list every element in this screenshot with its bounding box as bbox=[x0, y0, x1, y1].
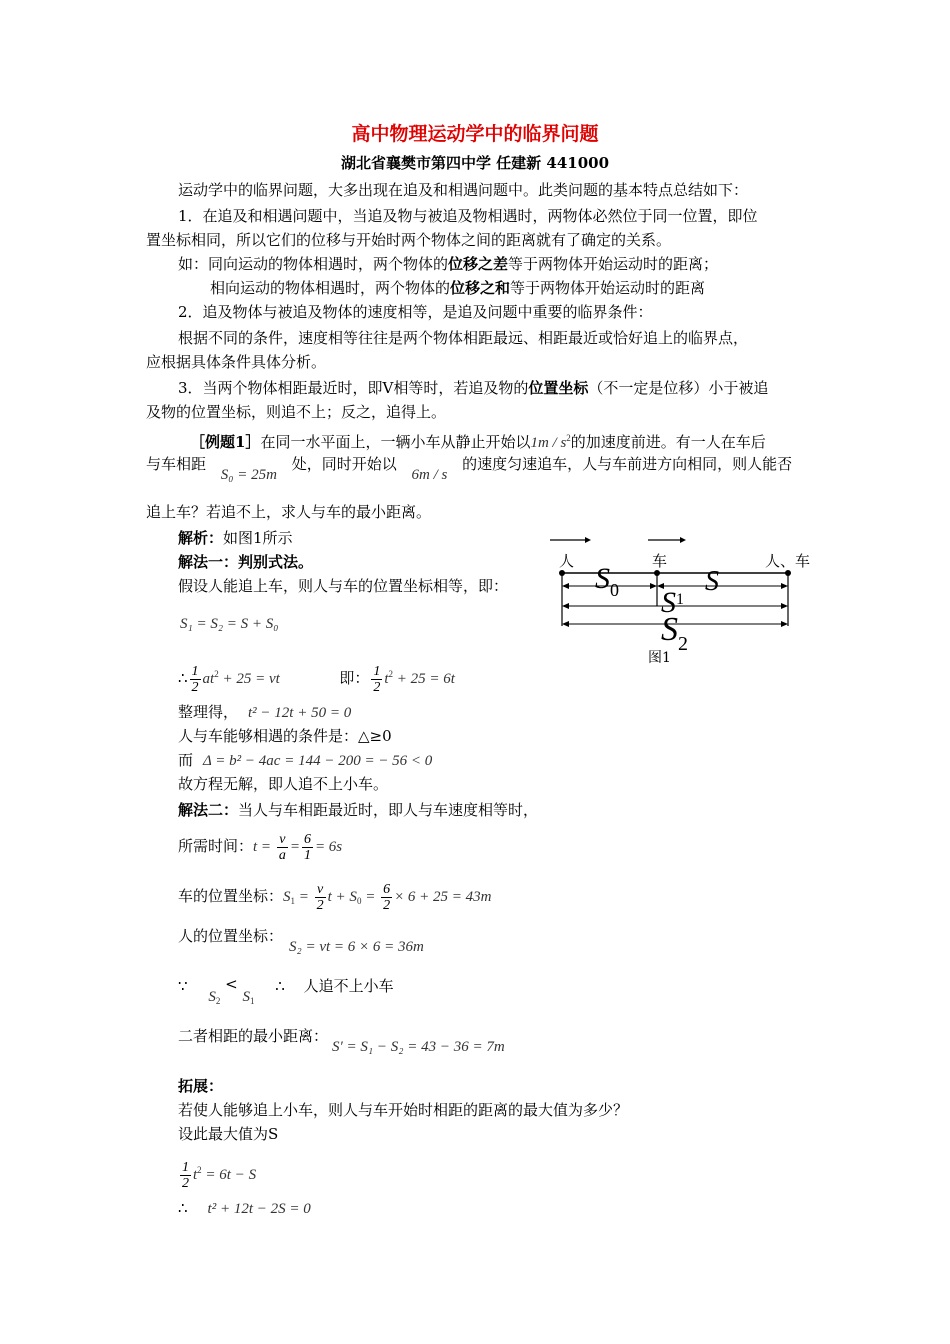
point-2-line-1: 根据不同的条件，速度相等往往是两个物体相距最远、相距最近或恰好追上的临界点， bbox=[178, 329, 749, 347]
equation-3: t² − 12t + 50 = 0 bbox=[248, 705, 352, 721]
extension-question: 若使人能够追上小车，则人与车开始时相距的距离的最大值为多少？ bbox=[178, 1101, 629, 1119]
time-line: 所需时间：t = $\frac{v}{a}$ = $\frac{6}{1}$ = 6s bbox=[178, 831, 343, 863]
example-line-1 bbox=[190, 428, 766, 453]
initial-distance: S₀ = 25m bbox=[220, 467, 277, 483]
text: 车的位置坐标： bbox=[178, 887, 284, 905]
analysis-label: 解析： bbox=[178, 529, 224, 547]
text: 3．当两个物体相距最近时，即V相等时，若追及物的 bbox=[178, 379, 529, 397]
text: 如：同向运动的物体相遇时，两个物体的 bbox=[178, 255, 449, 273]
equation-1: S₁ = S₂ = S + S₀ bbox=[180, 616, 279, 632]
s0-label: $S_0$ bbox=[595, 562, 619, 600]
equation-2: ∴ $\frac{1}{2}$ $at^2 + 25$ = vt 即： $\frac{1}{2}$ $t^2 + 25 = 6t$ bbox=[178, 663, 455, 695]
car-label: 车 bbox=[652, 552, 668, 570]
point-3-line-2: 及物的位置坐标，则追不上；反之，追得上。 bbox=[146, 403, 447, 421]
point-2: 2．追及物体与被追及物体的速度相等，是追及问题中重要的临界条件： bbox=[178, 303, 653, 321]
extension-equation-2-line bbox=[178, 1198, 311, 1219]
figure-1-diagram bbox=[545, 528, 825, 668]
therefore-symbol: ∴ bbox=[178, 669, 188, 687]
page-title: 高中物理运动学中的临界问题 bbox=[351, 123, 599, 145]
discriminant-line bbox=[178, 750, 432, 771]
text: 处，同时开始以 bbox=[291, 455, 397, 473]
equation-4: Δ = b² − 4ac = 144 − 200 = − 56 < 0 bbox=[203, 753, 433, 769]
min-distance-line bbox=[178, 1026, 505, 1055]
text: 即： bbox=[339, 669, 370, 687]
conclusion: 人追不上小车 bbox=[303, 977, 394, 995]
point-2-line-2: 应根据具体条件具体分析。 bbox=[146, 353, 327, 371]
person-label: 人 bbox=[559, 552, 575, 570]
text: 二者相距的最小距离： bbox=[178, 1027, 329, 1045]
extension-label: 拓展： bbox=[178, 1077, 224, 1095]
s-label: S bbox=[705, 566, 719, 597]
car-start-point bbox=[654, 570, 660, 576]
comparison-line: ∵ $S_2 < S_1$ ∴ 人追不上小车 bbox=[178, 975, 394, 1006]
car-velocity-arrow bbox=[648, 537, 686, 543]
ext-equation-tail: = 6t − S bbox=[205, 1167, 257, 1183]
figure-caption: 图1 bbox=[648, 650, 671, 666]
method-2-label: 解法二： bbox=[178, 801, 239, 819]
text: 如图1所示 bbox=[223, 529, 293, 547]
text: 的加速度前进。有一人在车后 bbox=[570, 433, 766, 451]
meeting-condition: 人与车能够相遇的条件是：△≥0 bbox=[178, 727, 392, 745]
analysis bbox=[178, 528, 293, 548]
point-1-line-1: 1．在追及和相遇问题中，当追及物与被追及物相遇时，两物体必然位于同一位置，即位 bbox=[178, 207, 758, 225]
bold-term: 位移之和 bbox=[450, 279, 511, 297]
text: 等于两物体开始运动时的距离； bbox=[508, 255, 719, 273]
min-distance-equation: S′ = S₁ − S₂ = 43 − 36 = 7m bbox=[332, 1039, 505, 1055]
bold-term: 位移之差 bbox=[448, 255, 509, 273]
speed-value: 6m / s bbox=[411, 467, 448, 483]
method-1-label: 解法一：判别式法。 bbox=[178, 553, 314, 571]
extension-setup: 设此最大值为S bbox=[178, 1125, 279, 1143]
example-line-3: 追上车？若追不上，求人与车的最小距离。 bbox=[146, 503, 432, 521]
extension-equation-1: $\frac{1}{2}$ $t^2 = 6t - S$ bbox=[182, 1159, 257, 1191]
text: 相向运动的物体相遇时，两个物体的 bbox=[210, 279, 451, 297]
text: 在同一水平面上，一辆小车从静止开始以 bbox=[260, 433, 531, 451]
byline: 湖北省襄樊市第四中学 任建新 441000 bbox=[340, 154, 610, 172]
intro-paragraph: 运动学中的临界问题，大多出现在追及和相遇问题中。此类问题的基本特点总结如下： bbox=[178, 181, 749, 199]
text: 与车相距 bbox=[146, 455, 207, 473]
example-opposite-direction bbox=[210, 278, 705, 298]
equation-3-line bbox=[178, 702, 351, 723]
therefore-symbol: ∴ bbox=[275, 977, 285, 995]
acceleration-value: $1m / s^2$ bbox=[530, 433, 571, 451]
because-symbol: ∵ bbox=[178, 977, 188, 995]
car-equation-tail: × 6 + 25 = 43m bbox=[394, 889, 492, 905]
therefore-symbol: ∴ bbox=[178, 1199, 188, 1217]
person-position-line bbox=[178, 926, 424, 955]
text: 的速度匀速追车，人与车前进方向相同，则人能否 bbox=[462, 455, 793, 473]
no-solution: 故方程无解，即人追不上小车。 bbox=[178, 775, 389, 793]
text: 当人与车相距最近时，即人与车速度相等时， bbox=[238, 801, 539, 819]
point-1-line-2: 置坐标相同，所以它们的位移与开始时两个物体之间的距离就有了确定的关系。 bbox=[146, 231, 672, 249]
example-line-2 bbox=[146, 454, 793, 483]
s2-label: $S_2$ bbox=[661, 611, 688, 655]
text: 整理得， bbox=[178, 703, 239, 721]
person-equation: S₂ = vt = 6 × 6 = 36m bbox=[289, 939, 424, 955]
person-velocity-arrow bbox=[550, 537, 591, 543]
point-3-line-1 bbox=[178, 378, 768, 398]
text: 人的位置坐标： bbox=[178, 927, 284, 945]
text: 等于两物体开始运动时的距离 bbox=[510, 279, 706, 297]
text: 所需时间： bbox=[178, 837, 254, 855]
example-tag: ［例题1］ bbox=[190, 433, 261, 451]
car-position-line: 车的位置坐标：$S_1$ = $\frac{v}{2}$ $t + S_0$ = $\frac{6}{2}$ × 6 + 25 = 43m bbox=[178, 881, 492, 913]
person-start-point bbox=[559, 570, 565, 576]
s-dimension bbox=[657, 583, 788, 589]
person-car-label: 人、车 bbox=[765, 552, 811, 570]
meeting-point bbox=[785, 570, 791, 576]
text: （不一定是位移）小于被追 bbox=[588, 379, 769, 397]
s1-label: $S^1$ bbox=[661, 586, 684, 619]
text: 而 bbox=[178, 751, 194, 769]
method-1-assume: 假设人能追上车，则人与车的位置坐标相等，即： bbox=[178, 577, 509, 595]
bold-term: 位置坐标 bbox=[528, 379, 589, 397]
extension-equation-2: t² + 12t − 2S = 0 bbox=[207, 1201, 311, 1217]
example-same-direction bbox=[178, 254, 718, 274]
method-2 bbox=[178, 800, 538, 820]
